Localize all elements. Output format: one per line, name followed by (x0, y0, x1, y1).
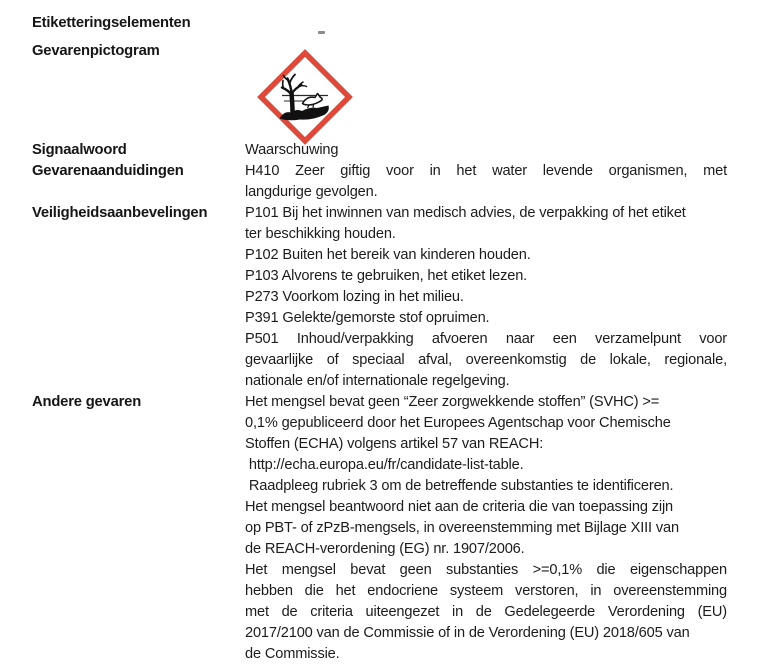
hazard-statement-line: langdurige gevolgen. (245, 184, 378, 200)
precaution-line: gevaarlijke of speciaal afval, overeenkomstig de lokale, regionale, (245, 352, 727, 368)
signal-word-value: Waarschuwing (245, 142, 339, 158)
stray-dash-mark (318, 31, 325, 34)
other-hazards-line: de Commissie. (245, 646, 340, 662)
precaution-line: nationale en/of internationale regelgeving. (245, 373, 510, 389)
label-signaalwoord: Signaalwoord (32, 142, 127, 158)
other-hazards-line: Raadpleeg rubriek 3 om de betreffende substanties te identificeren. (245, 478, 674, 494)
precaution-line: P391 Gelekte/gemorste stof opruimen. (245, 310, 490, 326)
precaution-line: P103 Alvorens te gebruiken, het etiket lezen. (245, 268, 528, 284)
url-text: http://echa.europa.eu/fr/candidate-list-table. (245, 457, 524, 473)
precaution-line: P102 Buiten het bereik van kinderen houden. (245, 247, 531, 263)
hazard-statement-line: H410 Zeer giftig voor in het water levende organismen, met (245, 163, 727, 179)
other-hazards-line: Stoffen (ECHA) volgens artikel 57 van REACH: (245, 436, 544, 452)
other-hazards-line: Het mengsel bevat geen “Zeer zorgwekkende stoffen” (SVHC) >= (245, 394, 660, 410)
label-gevarenaanduidingen: Gevarenaanduidingen (32, 163, 184, 179)
section-title-etiketteringselementen: Etiketteringselementen (32, 15, 191, 31)
label-veiligheidsaanbevelingen: Veiligheidsaanbevelingen (32, 205, 208, 221)
other-hazards-line: hebben die het endocriene systeem verstoren, in overeenstemming (245, 583, 727, 599)
other-hazards-line: met de criteria uiteengezet in de Gedelegeerde Verordening (EU) (245, 604, 727, 620)
other-hazards-line: Het mengsel beantwoord niet aan de criteria die van toepassing zijn (245, 499, 674, 515)
precaution-line: P101 Bij het inwinnen van medisch advies, de verpakking of het etiket (245, 205, 686, 221)
other-hazards-line: de REACH-verordening (EG) nr. 1907/2006. (245, 541, 525, 557)
label-gevarenpictogram: Gevarenpictogram (32, 43, 160, 59)
precaution-line: ter beschikking houden. (245, 226, 396, 242)
other-hazards-line: 2017/2100 van de Commissie of in de Verordening (EU) 2018/605 van (245, 625, 690, 641)
ghs09-environment-hazard-icon (256, 48, 354, 151)
other-hazards-line: 0,1% gepubliceerd door het Europees Agentschap voor Chemische (245, 415, 671, 431)
other-hazards-line: Het mengsel bevat geen substanties >=0,1% die eigenschappen (245, 562, 727, 578)
precaution-line: P273 Voorkom lozing in het milieu. (245, 289, 464, 305)
label-text-column (245, 140, 727, 665)
other-hazards-line: op PBT- of zPzB-mengsels, in overeenstemming met Bijlage XIII van (245, 520, 679, 536)
precaution-line: P501 Inhoud/verpakking afvoeren naar een verzamelpunt voor (245, 331, 727, 347)
label-andere-gevaren: Andere gevaren (32, 394, 142, 410)
